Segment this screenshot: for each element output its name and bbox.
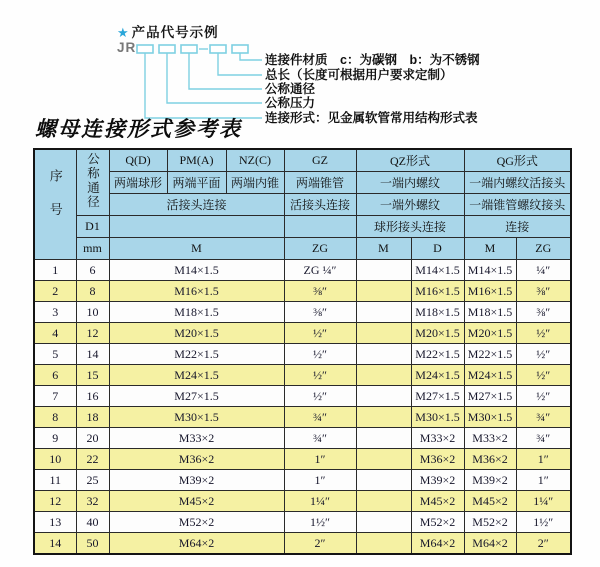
- header-gz-zg: ZG: [284, 238, 356, 260]
- header-blank-m: [109, 216, 284, 238]
- cell-qg-zg: ⅜″: [516, 302, 571, 323]
- cell-qz-m: [356, 365, 411, 386]
- header-nominal-diameter: 公称通径: [76, 149, 109, 216]
- cell-dn: 14: [76, 344, 109, 365]
- cell-qg-zg: 1¼″: [516, 491, 571, 512]
- header-gz: GZ: [284, 149, 356, 172]
- cell-thread-m: M20×1.5: [109, 323, 284, 344]
- table-body: [34, 260, 571, 555]
- table-title: 螺母连接形式参考表: [35, 116, 242, 141]
- cell-thread-m: M64×2: [109, 533, 284, 555]
- cell-qg-zg: ½″: [516, 386, 571, 407]
- header-q: Q(D): [109, 149, 167, 172]
- cell-dn: 10: [76, 302, 109, 323]
- cell-thread-m: M22×1.5: [109, 344, 284, 365]
- cell-qz-d: M36×2: [411, 449, 464, 470]
- cell-qg-m: M20×1.5: [464, 323, 516, 344]
- cell-qz-d: M27×1.5: [411, 386, 464, 407]
- cell-gz-zg: ZG ¼″: [284, 260, 356, 281]
- header-qz-m: M: [356, 238, 411, 260]
- cell-dn: 18: [76, 407, 109, 428]
- header-qz-d: D: [411, 238, 464, 260]
- cell-dn: 32: [76, 491, 109, 512]
- cell-serial: 3: [34, 302, 76, 323]
- header-qg-m: M: [464, 238, 516, 260]
- cell-gz-zg: ½″: [284, 365, 356, 386]
- header-pm: PM(A): [167, 149, 226, 172]
- table-row: [34, 344, 571, 365]
- cell-qg-zg: 2″: [516, 533, 571, 555]
- table-row: [34, 512, 571, 533]
- cell-qz-m: [356, 281, 411, 302]
- header-qg-desc2: 一端锥管螺纹接头: [464, 194, 571, 216]
- cell-qz-d: M30×1.5: [411, 407, 464, 428]
- header-serial: 序号: [34, 149, 76, 260]
- cell-qg-m: M64×2: [464, 533, 516, 555]
- cell-qz-d: M22×1.5: [411, 344, 464, 365]
- label-connector-material: 连接件材质 c：为碳钢 b：为不锈钢: [265, 53, 480, 67]
- cell-qg-zg: 1″: [516, 470, 571, 491]
- cell-gz-zg: ⅜″: [284, 281, 356, 302]
- header-qz-connection: 球形接头连接: [356, 216, 464, 238]
- cell-gz-zg: ⅜″: [284, 302, 356, 323]
- cell-qz-m: [356, 407, 411, 428]
- cell-qz-m: [356, 302, 411, 323]
- table-header: [34, 149, 571, 260]
- cell-qz-m: [356, 428, 411, 449]
- cell-qz-m: [356, 260, 411, 281]
- cell-qz-d: M16×1.5: [411, 281, 464, 302]
- cell-serial: 7: [34, 386, 76, 407]
- label-nominal-pressure: 公称压力: [265, 96, 316, 110]
- cell-thread-m: M39×2: [109, 470, 284, 491]
- cell-qg-m: M24×1.5: [464, 365, 516, 386]
- cell-dn: 22: [76, 449, 109, 470]
- cell-gz-zg: 1½″: [284, 512, 356, 533]
- cell-qg-zg: ½″: [516, 344, 571, 365]
- table-row: [34, 449, 571, 470]
- cell-qg-m: M45×2: [464, 491, 516, 512]
- cell-qz-m: [356, 533, 411, 555]
- cell-qz-d: M24×1.5: [411, 365, 464, 386]
- cell-thread-m: M27×1.5: [109, 386, 284, 407]
- cell-qz-m: [356, 386, 411, 407]
- table-row: [34, 323, 571, 344]
- cell-gz-zg: ¾″: [284, 428, 356, 449]
- cell-dn: 12: [76, 323, 109, 344]
- cell-gz-zg: 1″: [284, 470, 356, 491]
- table-row: [34, 428, 571, 449]
- cell-qg-m: M16×1.5: [464, 281, 516, 302]
- cell-thread-m: M33×2: [109, 428, 284, 449]
- cell-qz-d: M45×2: [411, 491, 464, 512]
- cell-qg-zg: ½″: [516, 365, 571, 386]
- cell-serial: 11: [34, 470, 76, 491]
- cell-serial: 9: [34, 428, 76, 449]
- header-nz: NZ(C): [226, 149, 284, 172]
- cell-qg-zg: ⅜″: [516, 281, 571, 302]
- header-qz-form: QZ形式: [356, 149, 464, 172]
- cell-thread-m: M18×1.5: [109, 302, 284, 323]
- table-row: [34, 281, 571, 302]
- header-nz-desc: 两端内锥: [226, 172, 284, 194]
- table-row: [34, 386, 571, 407]
- cell-serial: 4: [34, 323, 76, 344]
- cell-qg-m: M36×2: [464, 449, 516, 470]
- cell-dn: 8: [76, 281, 109, 302]
- header-mm: mm: [76, 238, 109, 260]
- cell-serial: 6: [34, 365, 76, 386]
- header-pm-desc: 两端平面: [167, 172, 226, 194]
- cell-qg-zg: 1″: [516, 449, 571, 470]
- cell-gz-zg: 1″: [284, 449, 356, 470]
- label-connection-form: 连接形式：见金属软管常用结构形式表: [265, 111, 478, 125]
- cell-gz-zg: ½″: [284, 344, 356, 365]
- header-m-merged: M: [109, 238, 284, 260]
- cell-gz-zg: 2″: [284, 533, 356, 555]
- header-qg-desc1: 一端内螺纹活接头: [464, 172, 571, 194]
- header-qg-form: QG形式: [464, 149, 571, 172]
- cell-serial: 12: [34, 491, 76, 512]
- table-row: [34, 365, 571, 386]
- cell-qg-zg: ¾″: [516, 407, 571, 428]
- cell-qz-d: M33×2: [411, 428, 464, 449]
- cell-qz-m: [356, 344, 411, 365]
- cell-qz-m: [356, 512, 411, 533]
- cell-serial: 8: [34, 407, 76, 428]
- header-qz-desc2: 一端外螺纹: [356, 194, 464, 216]
- cell-dn: 16: [76, 386, 109, 407]
- header-q-desc: 两端球形: [109, 172, 167, 194]
- cell-qg-zg: ¼″: [516, 260, 571, 281]
- header-gz-connection: 活接头连接: [284, 194, 356, 216]
- cell-qz-d: M20×1.5: [411, 323, 464, 344]
- cell-serial: 5: [34, 344, 76, 365]
- cell-qz-m: [356, 491, 411, 512]
- diagram-title: 产品代号示例: [131, 25, 219, 40]
- code-prefix: JR: [117, 40, 137, 55]
- cell-dn: 15: [76, 365, 109, 386]
- table-row: [34, 533, 571, 555]
- cell-dn: 6: [76, 260, 109, 281]
- cell-qz-d: M14×1.5: [411, 260, 464, 281]
- cell-qz-m: [356, 470, 411, 491]
- cell-serial: 2: [34, 281, 76, 302]
- table-row: [34, 260, 571, 281]
- table-row: [34, 491, 571, 512]
- cell-dn: 25: [76, 470, 109, 491]
- cell-dn: 20: [76, 428, 109, 449]
- cell-qg-m: M27×1.5: [464, 386, 516, 407]
- cell-serial: 14: [34, 533, 76, 555]
- table-row: [34, 302, 571, 323]
- cell-qg-m: M22×1.5: [464, 344, 516, 365]
- cell-gz-zg: 1¼″: [284, 491, 356, 512]
- cell-qz-d: M64×2: [411, 533, 464, 555]
- cell-qg-m: M33×2: [464, 428, 516, 449]
- header-qz-desc1: 一端内螺纹: [356, 172, 464, 194]
- cell-thread-m: M45×2: [109, 491, 284, 512]
- table-row: [34, 470, 571, 491]
- label-nominal-diameter: 公称通径: [265, 82, 316, 96]
- cell-gz-zg: ½″: [284, 386, 356, 407]
- cell-dn: 50: [76, 533, 109, 555]
- label-total-length: 总长（长度可根据用户要求定制）: [265, 68, 453, 82]
- cell-qz-m: [356, 449, 411, 470]
- cell-qg-m: M39×2: [464, 470, 516, 491]
- cell-qg-m: M52×2: [464, 512, 516, 533]
- header-gz-desc: 两端锥管: [284, 172, 356, 194]
- cell-gz-zg: ½″: [284, 323, 356, 344]
- cell-dn: 40: [76, 512, 109, 533]
- header-d1: D1: [76, 216, 109, 238]
- cell-qg-m: M18×1.5: [464, 302, 516, 323]
- cell-thread-m: M14×1.5: [109, 260, 284, 281]
- cell-qg-m: M14×1.5: [464, 260, 516, 281]
- cell-qg-m: M30×1.5: [464, 407, 516, 428]
- cell-qz-d: M39×2: [411, 470, 464, 491]
- cell-gz-zg: ¾″: [284, 407, 356, 428]
- cell-qg-zg: ¾″: [516, 428, 571, 449]
- table-row: [34, 407, 571, 428]
- cell-thread-m: M36×2: [109, 449, 284, 470]
- header-qg-zg: ZG: [516, 238, 571, 260]
- header-blank-gz: [284, 216, 356, 238]
- cell-qz-m: [356, 323, 411, 344]
- header-qg-connection: 连接: [464, 216, 571, 238]
- cell-serial: 10: [34, 449, 76, 470]
- cell-qz-d: M52×2: [411, 512, 464, 533]
- header-union-connection: 活接头连接: [109, 194, 284, 216]
- cell-serial: 1: [34, 260, 76, 281]
- cell-thread-m: M30×1.5: [109, 407, 284, 428]
- cell-qz-d: M18×1.5: [411, 302, 464, 323]
- star-icon: ★: [117, 25, 130, 40]
- cell-serial: 13: [34, 512, 76, 533]
- cell-qg-zg: ½″: [516, 323, 571, 344]
- cell-qg-zg: 1½″: [516, 512, 571, 533]
- cell-thread-m: M24×1.5: [109, 365, 284, 386]
- nut-connection-reference-table: [33, 148, 572, 555]
- cell-thread-m: M16×1.5: [109, 281, 284, 302]
- cell-thread-m: M52×2: [109, 512, 284, 533]
